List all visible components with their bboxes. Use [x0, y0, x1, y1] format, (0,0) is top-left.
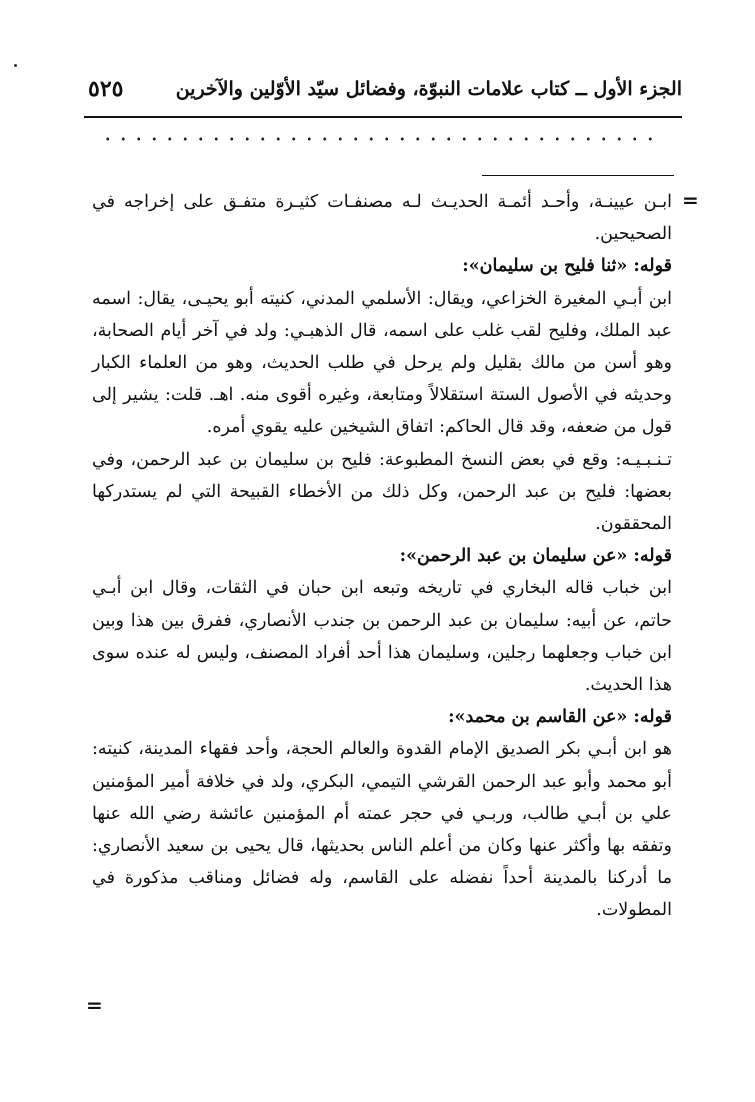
heading-fulayh: قوله: «ثنا فليح بن سليمان»:: [462, 256, 672, 277]
paragraph-sulayman: ابن خباب قاله البخاري في تاريخه وتبعه ابن حبان في الثقات، وقال ابن أبـي حاتم، عن أبيه: سليمان بن عبد الرحمن بن جندب الأنصاري، ففرق بين هذا وبين ابن خباب وجعلهما رجلين، وسليمان هذا أحد أفراد المصنف، وليس له عنده سوى هذا الحديث.: [92, 578, 672, 696]
footnote-rule: [482, 175, 674, 176]
page-number: ٥٢٥: [88, 76, 124, 102]
continuation-mark-top: =: [682, 188, 699, 212]
scan-speck: [14, 64, 17, 67]
page-header: [88, 72, 682, 112]
continuation-mark-bottom: =: [86, 993, 103, 1017]
paragraph-note: تـنـبـيـه: وقع في بعض النسخ المطبوعة: فليح بن سليمان بن عبد الرحمن، وفي بعضها: فليح بن عبد الرحمن، وكل ذلك من الأخطاء القبيحة التي لم يستدركها المحققون.: [92, 449, 672, 535]
running-head: الجزء الأول ــ كتاب علامات النبوّة، وفضائل سيّد الأوّلين والآخرين: [175, 78, 682, 100]
paragraph-qasim: هو ابن أبـي بكر الصديق الإمام القدوة والعالم الحجة، وأحد فقهاء المدينة، كنيته: أبو محمد وأبو عبد الرحمن القرشي التيمي، البكري، ولد في خلافة أمير المؤمنين علي بن أبـي طالب، وربـي في حجر عمته أم المؤمنين عائشة رضي الله عنها وتفقه بها وأكثر عنها وكان من أعلم الناس بحديثها، قال يحيى بن سعيد الأنصاري: ما أدركنا بالمدينة أحداً نفضله على القاسم، وله فضائل ومناقب مذكورة في المطولات.: [92, 739, 672, 921]
paragraph-fulayh: ابن أبـي المغيرة الخزاعي، ويقال: الأسلمي المدني، كنيته أبو يحيـى، يقال: اسمه عبد الملك، وفليح لقب غلب على اسمه، قال الذهبـي: ولد في آخر أيام الصحابة، وهو أسن من مالك بقليل ولم يرحل في طلب الحديث، وهو من العلماء الكبار وحديثه في الأصول الستة استقلالاً ومتابعة، وغيره أقوى منه. اهـ. قلت: يشير إلى قول من ضعفه، وقد قال الحاكم: اتفاق الشيخين عليه يقوي أمره.: [92, 288, 672, 438]
paragraph-intro: ابـن عيينـة، وأحـد أئمـة الحديـث لـه مصنفـات كثيـرة متفـق على إخراجه في الصحيحين.: [92, 192, 672, 245]
footnote-body: [92, 186, 672, 927]
header-rule: [84, 116, 682, 118]
dotted-separator: [100, 134, 660, 144]
heading-qasim: قوله: «عن القاسم بن محمد»:: [448, 707, 672, 728]
heading-sulayman: قوله: «عن سليمان بن عبد الرحمن»:: [399, 546, 672, 567]
